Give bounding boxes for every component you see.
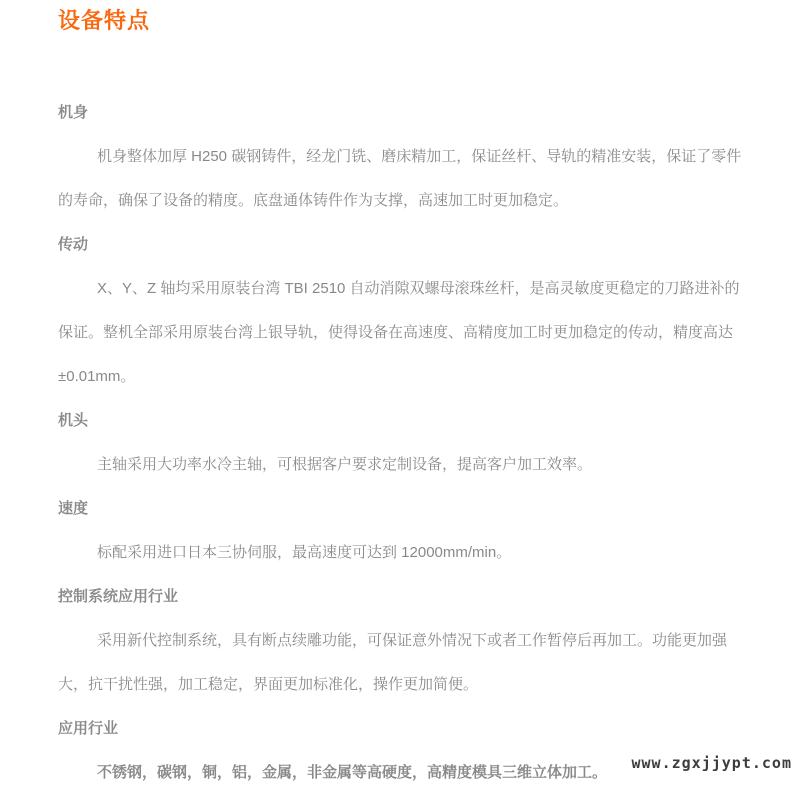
page-title: 设备特点 — [58, 8, 151, 33]
section-heading-control-system: 控制系统应用行业 — [58, 588, 179, 605]
section-text-transmission: X、Y、Z 轴均采用原装台湾 TBI 2510 自动消隙双螺母滚珠丝杆，是高灵敏度更稳定的刀路进补的保证。整机全部采用原装台湾上银导轨，使得设备在高速度、高精度加工时更加稳定的传动，精度高达±0.01mm。 — [58, 280, 740, 385]
content-area — [0, 91, 800, 795]
section-text-application-industry: 不锈钢，碳钢，铜，铝，金属，非金属等高硬度，高精度模具三维立体加工。 — [97, 764, 608, 781]
section-text-speed: 标配采用进口日本三协伺服，最高速度可达到 12000mm/min。 — [97, 544, 512, 561]
section-transmission — [58, 223, 744, 399]
section-control-system — [58, 575, 744, 707]
section-body-frame — [58, 91, 744, 223]
section-heading-application-industry: 应用行业 — [58, 720, 119, 737]
section-heading-machine-body: 机身 — [58, 104, 89, 121]
section-heading-machine-head: 机头 — [58, 412, 89, 429]
watermark-url: www.zgxjjypt.com — [631, 754, 792, 772]
section-text-machine-head: 主轴采用大功率水冷主轴，可根据客户要求定制设备，提高客户加工效率。 — [97, 456, 593, 473]
section-heading-transmission: 传动 — [58, 236, 89, 253]
section-heading-speed: 速度 — [58, 500, 89, 517]
section-application-industry — [58, 707, 744, 795]
section-speed — [58, 487, 744, 575]
section-text-machine-body: 机身整体加厚 H250 碳钢铸件，经龙门铣、磨床精加工，保证丝杆、导轨的精准安装，保证了零件的寿命，确保了设备的精度。底盘通体铸件作为支撑，高速加工时更加稳定。 — [58, 148, 742, 209]
section-machine-head — [58, 399, 744, 487]
section-text-control-system: 采用新代控制系统，具有断点续雕功能，可保证意外情况下或者工作暂停后再加工。功能更加强大，抗干扰性强，加工稳定，界面更加标准化，操作更加简便。 — [58, 632, 728, 693]
